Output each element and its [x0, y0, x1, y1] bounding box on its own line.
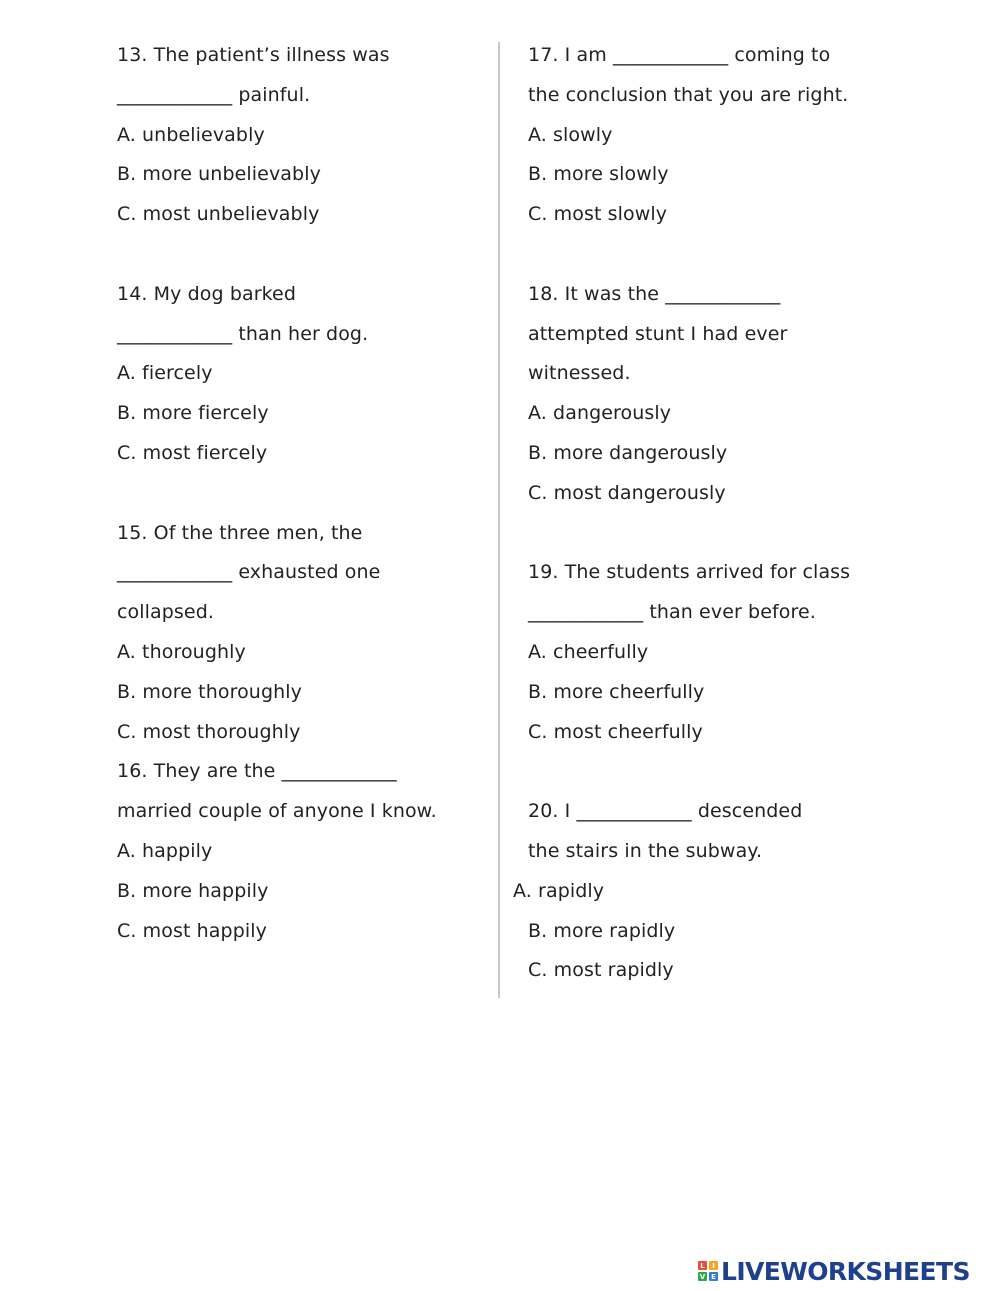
option-b: B. more cheerfully	[528, 680, 705, 703]
option-c: C. most cheerfully	[528, 720, 703, 743]
question-text: 20. I ____________ descended	[528, 800, 803, 823]
logo-mark-l: L	[698, 1261, 707, 1270]
option-b: B. more dangerously	[528, 441, 728, 464]
question-text: 19. The students arrived for class	[528, 561, 851, 584]
question-16	[117, 752, 487, 951]
question-14	[117, 275, 487, 474]
option-a: A. thoroughly	[117, 640, 246, 663]
right-column	[513, 36, 928, 991]
option-a: A. fiercely	[117, 362, 213, 385]
option-a: A. unbelievably	[117, 123, 265, 146]
option-a: A. cheerfully	[528, 640, 649, 663]
option-b: B. more fiercely	[117, 402, 269, 425]
question-20	[513, 792, 928, 991]
question-text: ____________ painful.	[117, 83, 311, 106]
question-text: married couple of anyone I know.	[117, 800, 437, 823]
option-a: A. slowly	[528, 123, 613, 146]
option-a: A. dangerously	[528, 402, 672, 425]
option-b: B. more happily	[117, 879, 269, 902]
question-18	[528, 275, 928, 514]
question-text: ____________ than ever before.	[528, 601, 816, 624]
question-text: collapsed.	[117, 601, 215, 624]
option-c: C. most thoroughly	[117, 720, 301, 743]
option-b: B. more thoroughly	[117, 680, 302, 703]
question-text: 16. They are the ____________	[117, 760, 397, 783]
question-13	[117, 36, 487, 235]
option-c: C. most dangerously	[528, 481, 726, 504]
question-text: 13. The patient’s illness was	[117, 44, 390, 66]
liveworksheets-logo[interactable]	[698, 1254, 970, 1288]
question-text: attempted stunt I had ever	[528, 322, 788, 345]
option-c: C. most unbelievably	[117, 203, 320, 226]
question-text: 17. I am ____________ coming to	[528, 44, 831, 66]
logo-mark-icon	[698, 1261, 718, 1281]
question-text: ____________ exhausted one	[117, 561, 381, 584]
logo-mark-e: E	[709, 1272, 718, 1281]
question-text: 14. My dog barked	[117, 282, 297, 305]
question-text: the stairs in the subway.	[528, 839, 763, 862]
option-c: C. most fiercely	[117, 441, 268, 464]
logo-mark-i: I	[709, 1261, 718, 1270]
question-19	[528, 553, 928, 752]
question-text: witnessed.	[528, 362, 631, 385]
option-a: A. happily	[117, 839, 213, 862]
option-c: C. most rapidly	[528, 959, 674, 982]
option-b: B. more slowly	[528, 163, 669, 186]
question-15	[117, 514, 487, 753]
question-text: ____________ than her dog.	[117, 322, 369, 345]
option-b: B. more rapidly	[528, 919, 676, 942]
option-b: B. more unbelievably	[117, 163, 321, 186]
logo-mark-v: V	[699, 1272, 706, 1281]
question-text: the conclusion that you are right.	[528, 83, 849, 106]
option-c: C. most happily	[117, 919, 267, 942]
question-17	[528, 36, 928, 235]
left-column	[117, 36, 487, 951]
option-a: A. rapidly	[513, 879, 605, 902]
logo-text: LIVEWORKSHEETS	[721, 1256, 970, 1286]
option-c: C. most slowly	[528, 203, 668, 226]
question-text: 15. Of the three men, the	[117, 521, 363, 544]
column-divider	[498, 42, 500, 998]
question-text: 18. It was the ____________	[528, 282, 781, 305]
